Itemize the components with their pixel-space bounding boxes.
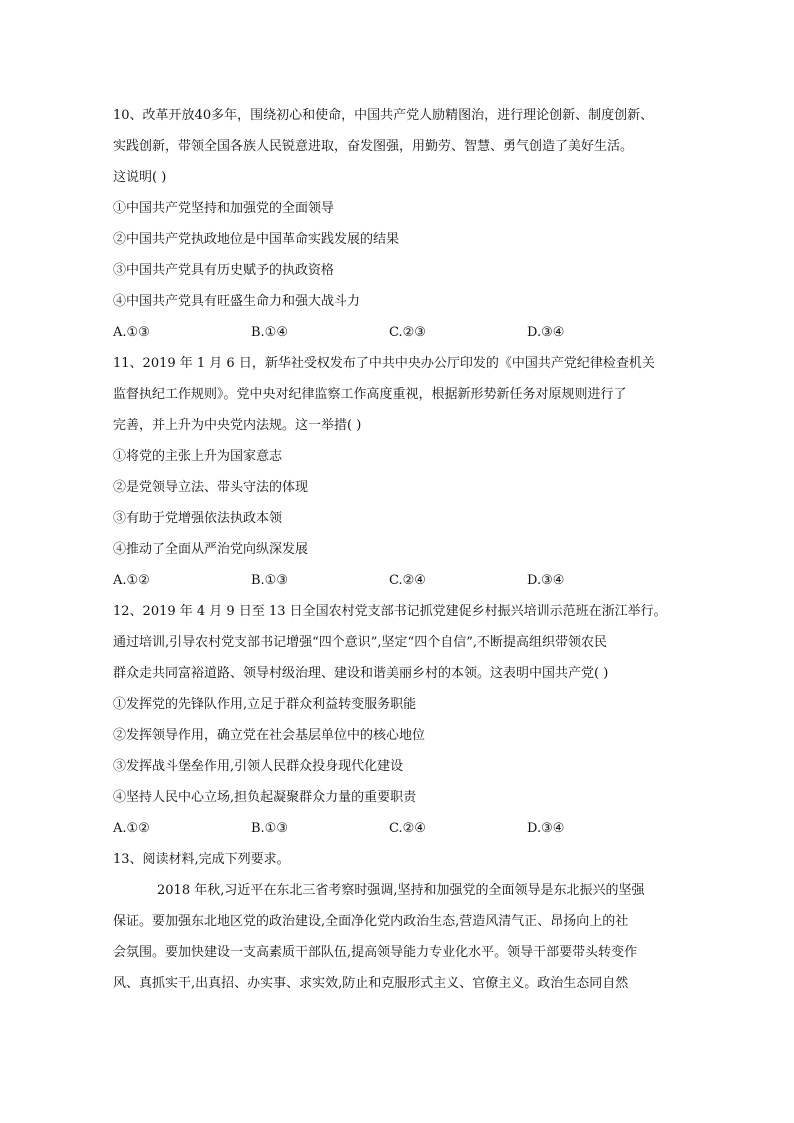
option-d: D.③④ bbox=[527, 573, 565, 588]
question-stem-line: 12、2019 年 4 月 9 日至 13 日全国农村党支部书记抓党建促乡村振兴培训示范班在浙江举行。 bbox=[113, 604, 667, 619]
material-line: 保证。要加强东北地区党的政治建设,全面净化党内政治生态,营造风清气正、昂扬向上的社 bbox=[113, 914, 629, 929]
question-stem-line: 监督执纪工作规则》。党中央对纪律监察工作高度重视，根据新形势新任务对原规则进行了 bbox=[113, 387, 627, 402]
option-b: B.①③ bbox=[251, 573, 288, 588]
question-stem-line: 11、2019 年 1 月 6 日，新华社受权发布了中共中央办公厅印发的《中国共产党纪律检查机关 bbox=[113, 356, 655, 371]
exam-content bbox=[113, 100, 683, 999]
material-line: 会氛围。要加快建设一支高素质干部队伍,提高领导能力专业化水平。领导干部要带头转变作 bbox=[113, 945, 638, 960]
statement-item: ③中国共产党具有历史赋予的执政资格 bbox=[113, 263, 335, 278]
option-d: D.③④ bbox=[527, 325, 565, 340]
question-stem-line: 完善，并上升为中央党内法规。这一举措( ) bbox=[113, 418, 362, 433]
answer-options bbox=[113, 813, 683, 844]
option-c: C.②④ bbox=[389, 821, 426, 836]
option-b: B.①④ bbox=[251, 325, 288, 340]
option-d: D.③④ bbox=[527, 821, 565, 836]
question-stem-line: 通过培训,引导农村党支部书记增强“四个意识”,坚定“四个自信”,不断提高组织带领农民 bbox=[113, 635, 607, 650]
question-11 bbox=[113, 348, 683, 596]
option-a: A.①② bbox=[113, 821, 150, 836]
option-a: A.①② bbox=[113, 573, 150, 588]
statement-item: ④坚持人民中心立场,担负起凝聚群众力量的重要职责 bbox=[113, 790, 417, 805]
statement-item: ③发挥战斗堡垒作用,引领人民群众投身现代化建设 bbox=[113, 759, 404, 774]
statement-item: ③有助于党增强依法执政本领 bbox=[113, 511, 283, 526]
option-a: A.①③ bbox=[113, 325, 150, 340]
statement-item: ①中国共产党坚持和加强党的全面领导 bbox=[113, 201, 335, 216]
question-stem-line: 这说明( ) bbox=[113, 170, 167, 185]
option-c: C.②③ bbox=[389, 325, 426, 340]
statement-item: ①将党的主张上升为国家意志 bbox=[113, 449, 283, 464]
material-line: 风、真抓实干,出真招、办实事、求实效,防止和克服形式主义、官僚主义。政治生态同自然 bbox=[113, 976, 629, 991]
option-c: C.②④ bbox=[389, 573, 426, 588]
option-b: B.①③ bbox=[251, 821, 288, 836]
statement-item: ②中国共产党执政地位是中国革命实践发展的结果 bbox=[113, 232, 400, 247]
statement-item: ①发挥党的先锋队作用,立足于群众利益转变服务职能 bbox=[113, 697, 417, 712]
question-heading: 13、阅读材料,完成下列要求。 bbox=[113, 852, 290, 867]
material-line: 2018 年秋,习近平在东北三省考察时强调,坚持和加强党的全面领导是东北振兴的坚强 bbox=[157, 883, 645, 898]
question-12 bbox=[113, 596, 683, 844]
statement-item: ②发挥领导作用，确立党在社会基层单位中的核心地位 bbox=[113, 728, 426, 743]
statement-item: ④中国共产党具有旺盛生命力和强大战斗力 bbox=[113, 294, 361, 309]
answer-options bbox=[113, 317, 683, 348]
question-stem-line: 10、改革开放40多年，围绕初心和使命，中国共产党人励精图治，进行理论创新、制度创新、 bbox=[113, 108, 654, 123]
statement-item: ④推动了全面从严治党向纵深发展 bbox=[113, 542, 309, 557]
answer-options bbox=[113, 565, 683, 596]
question-10 bbox=[113, 100, 683, 348]
question-13 bbox=[113, 844, 683, 999]
question-stem-line: 群众走共同富裕道路、领导村级治理、建设和谐美丽乡村的本领。这表明中国共产党( ) bbox=[113, 666, 609, 681]
question-stem-line: 实践创新，带领全国各族人民锐意进取，奋发图强，用勤劳、智慧、勇气创造了美好生活。 bbox=[113, 139, 634, 154]
statement-item: ②是党领导立法、带头守法的体现 bbox=[113, 480, 309, 495]
